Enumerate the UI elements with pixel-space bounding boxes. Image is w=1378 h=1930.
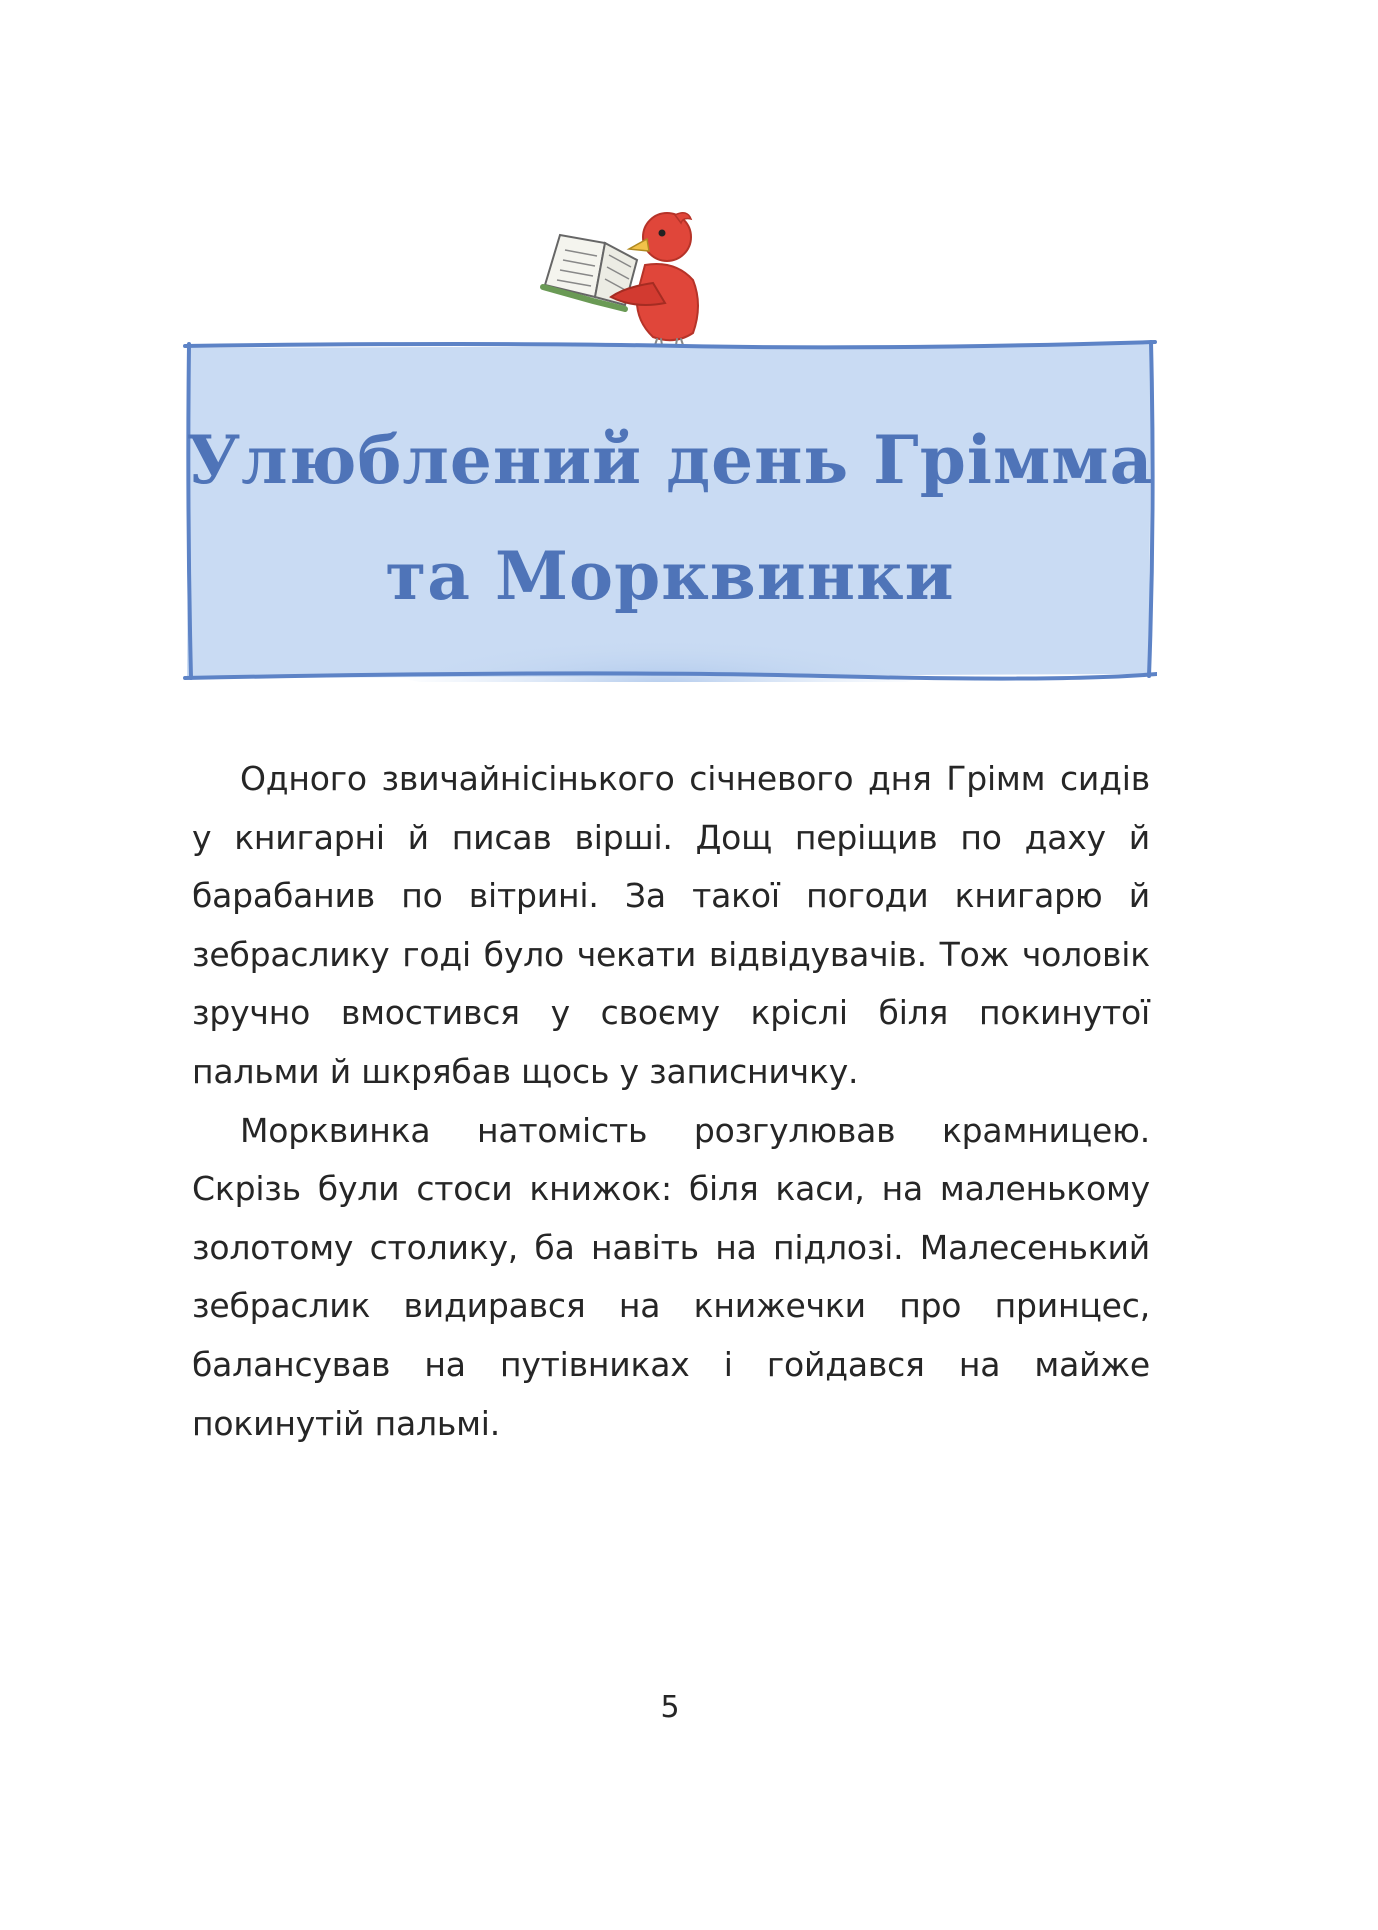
chapter-body	[192, 750, 1150, 1453]
chapter-title-line-2: та Морквинки	[385, 537, 955, 615]
page-number: 5	[660, 1690, 680, 1725]
chapter-title-box	[183, 340, 1157, 682]
chapter-title-line-1: Улюблений день Грімма	[186, 421, 1154, 499]
bird-reading-book-icon	[525, 205, 725, 355]
paragraph-1: Одного звичайнісінького січневого дня Грімм сидів у книгарні й писав вірші. Дощ періщив по даху й барабанив по вітрині. За такої погоди книгарю й зебраслику годі було чекати відвідувачів. Тож чоловік зручно вмостився у своєму кріслі біля покинутої пальми й шкрябав щось у записничку.	[192, 759, 1150, 1091]
chapter-title	[183, 402, 1157, 634]
paragraph-2: Морквинка натомість розгулював крамницею. Скрізь були стоси книжок: біля каси, на маленькому золотому столику, ба навіть на підлозі. Малесенький зебраслик видирався на книжечки про принцес, балансував на путівниках і гойдався на майже покинутій пальмі.	[192, 1110, 1150, 1443]
